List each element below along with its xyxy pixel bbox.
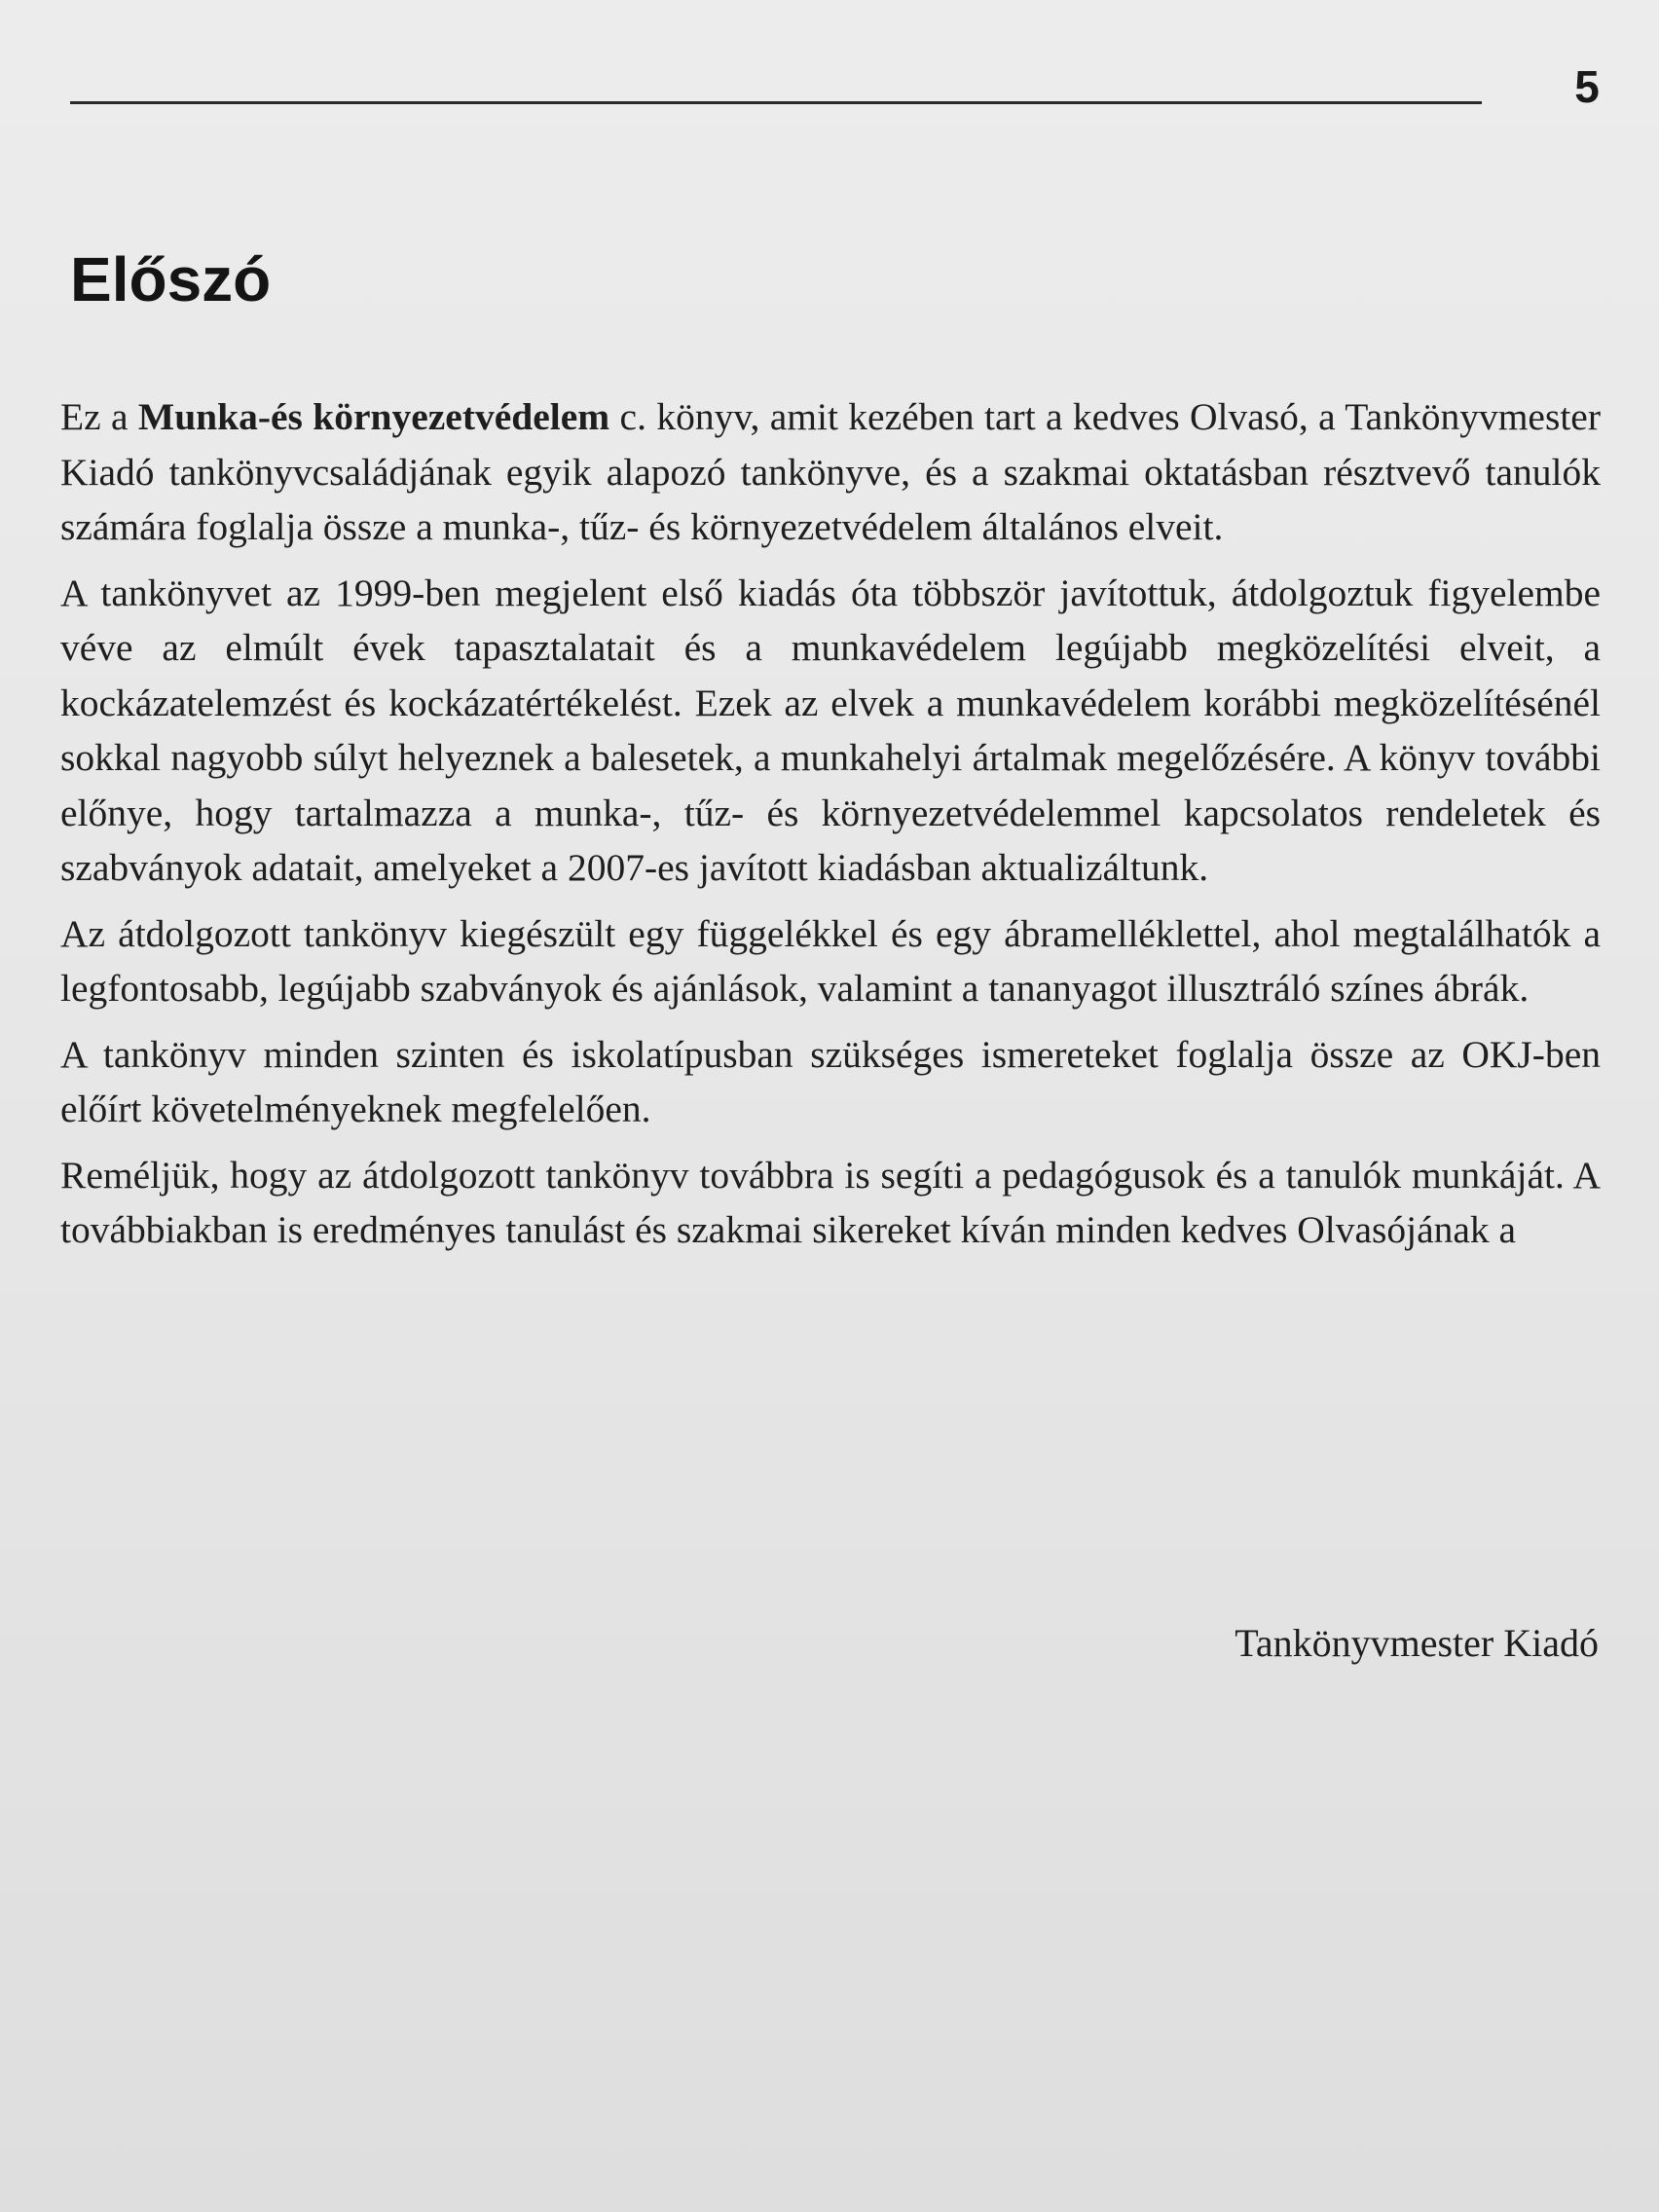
page-title: Előszó <box>70 244 272 314</box>
paragraph-5: Reméljük, hogy az átdolgozott tankönyv továbbra is segíti a pedagógusok és a tanulók munkáját. A továbbiakban is eredményes tanulást és szakmai sikereket kíván minden kedves Olvasójának a <box>60 1153 1601 1251</box>
paragraph-1 <box>60 389 1601 555</box>
page-number: 5 <box>1574 61 1600 112</box>
paragraph-2: A tankönyvet az 1999-ben megjelent első kiadás óta többször javítottuk, átdolgoztuk figyelembe véve az elmúlt évek tapasztalatait és a munkavédelem legújabb megközelítési elveit, a kockázatelemzést és kockázatértékelést. Ezek az elvek a munkavédelem korábbi megközelítésénél sokkal nagyobb súlyt helyeznek a balesetek, a munkahelyi ártalmak megelőzésére. A könyv további előnye, hogy tartalmazza a munka-, tűz- és környezetvédelemmel kapcsolatos rendeletek és szabványok adatait, amelyeket a 2007-es javított kiadásban aktualizáltunk. <box>60 571 1601 889</box>
header-rule <box>70 101 1482 104</box>
paragraph-1-rest: c. könyv, amit kezében tart a kedves Olvasó, a Tankönyvmester Kiadó tankönyvcsaládjának egyik alapozó tankönyve, és a szakmai oktatásban résztvevő tanulók számára foglalja össze a munka-, tűz- és környezetvédelem általános elveit. <box>60 395 1601 548</box>
paragraph-1-intro: Ez a <box>60 395 138 438</box>
publisher-signature: Tankönyvmester Kiadó <box>1235 1621 1599 1665</box>
book-title-bold: Munka-és környezetvédelem <box>137 395 610 438</box>
foreword-body <box>60 389 1601 1269</box>
paragraph-4: A tankönyv minden szinten és iskolatípusban szükséges ismereteket foglalja össze az OKJ-ben előírt követelményeknek megfelelően. <box>60 1032 1601 1130</box>
paragraph-3: Az átdolgozott tankönyv kiegészült egy függelékkel és egy ábramelléklettel, ahol megtalálhatók a legfontosabb, legújabb szabványok és ajánlások, valamint a tananyagot illusztráló színes ábrák. <box>60 911 1601 1010</box>
